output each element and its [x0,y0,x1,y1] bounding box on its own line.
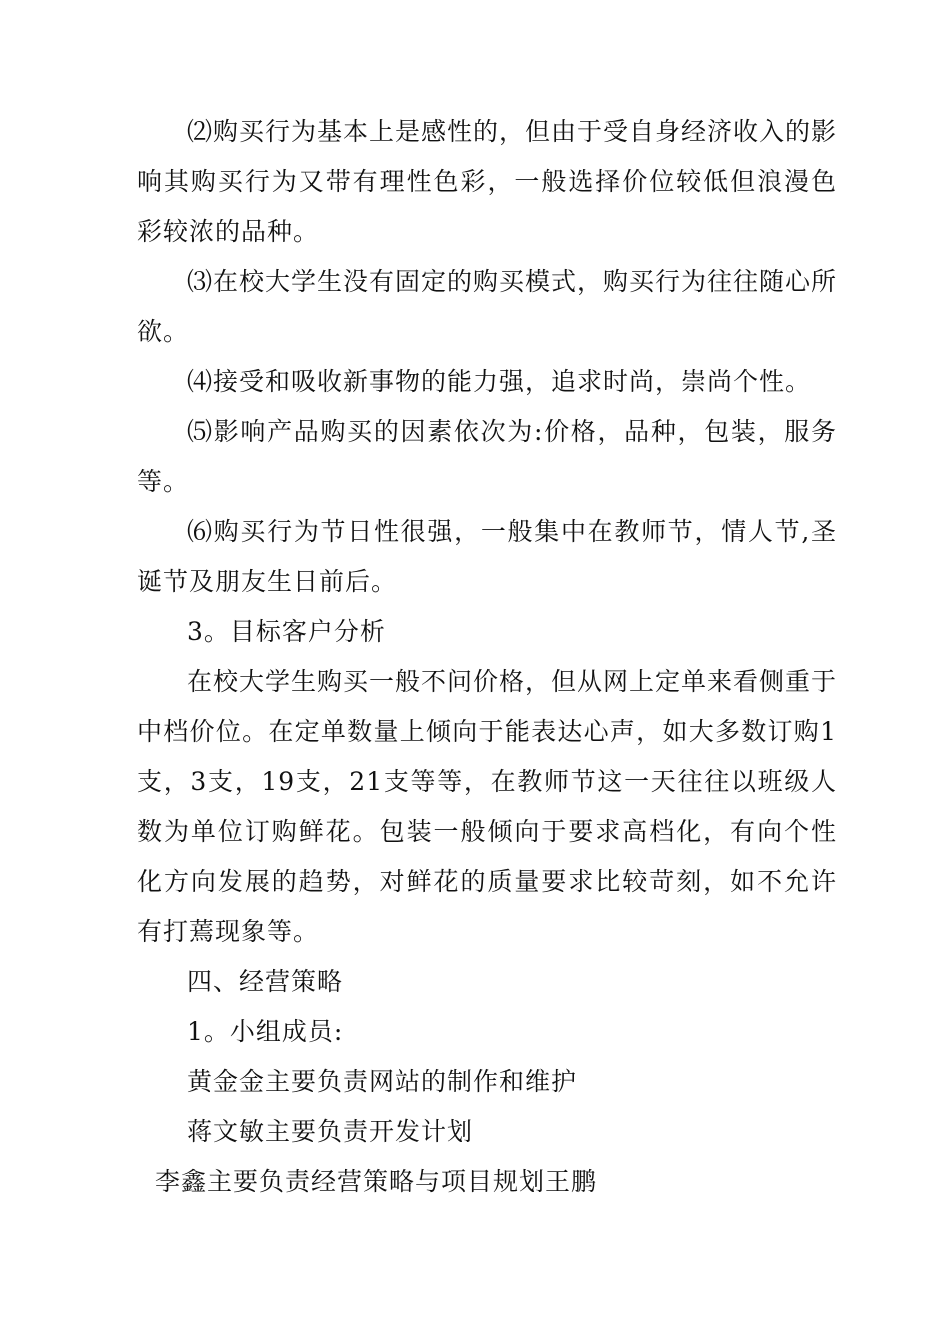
paragraph-holiday-purchase: ⑹购买行为节日性很强，一般集中在教师节，情人节,圣诞节及朋友生日前后。 [137,517,837,596]
team-member-jiang: 蒋文敏主要负责开发计划 [187,1117,474,1146]
paragraph-purchase-factors: ⑸影响产品购买的因素依次为:价格，品种，包装，服务等。 [137,417,837,496]
paragraph-purchase-behavior-emotional: ⑵购买行为基本上是感性的，但由于受自身经济收入的影响其购买行为又带有理性色彩，一般选择价位较低但浪漫色彩较浓的品种。 [137,117,838,246]
section-heading-target-customer: 3。目标客户分析 [187,617,386,646]
team-member-li: 李鑫主要负责经营策略与项目规划王鹏 [155,1167,598,1196]
section-heading-business-strategy: 四、经营策略 [187,967,344,996]
paragraph-accept-new-things: ⑷接受和吸收新事物的能力强，追求时尚，崇尚个性。 [187,367,812,396]
team-member-huang: 黄金金主要负责网站的制作和维护 [187,1067,578,1096]
subheading-team-members: 1。小组成员: [187,1017,344,1046]
paragraph-target-customer-analysis: 在校大学生购买一般不问价格，但从网上定单来看侧重于中档价位。在定单数量上倾向于能表达心声，如大多数订购1支，3支，19支，21支等等，在教师节这一天往往以班级人数为单位订购鲜花。包装一般倾向于要求高档化，有向个性化方向发展的趋势，对鲜花的质量要求比较苛刻，如不允许有打蔫现象等。 [137,667,838,946]
paragraph-no-fixed-purchase-pattern: ⑶在校大学生没有固定的购买模式，购买行为往往随心所欲。 [137,267,838,346]
